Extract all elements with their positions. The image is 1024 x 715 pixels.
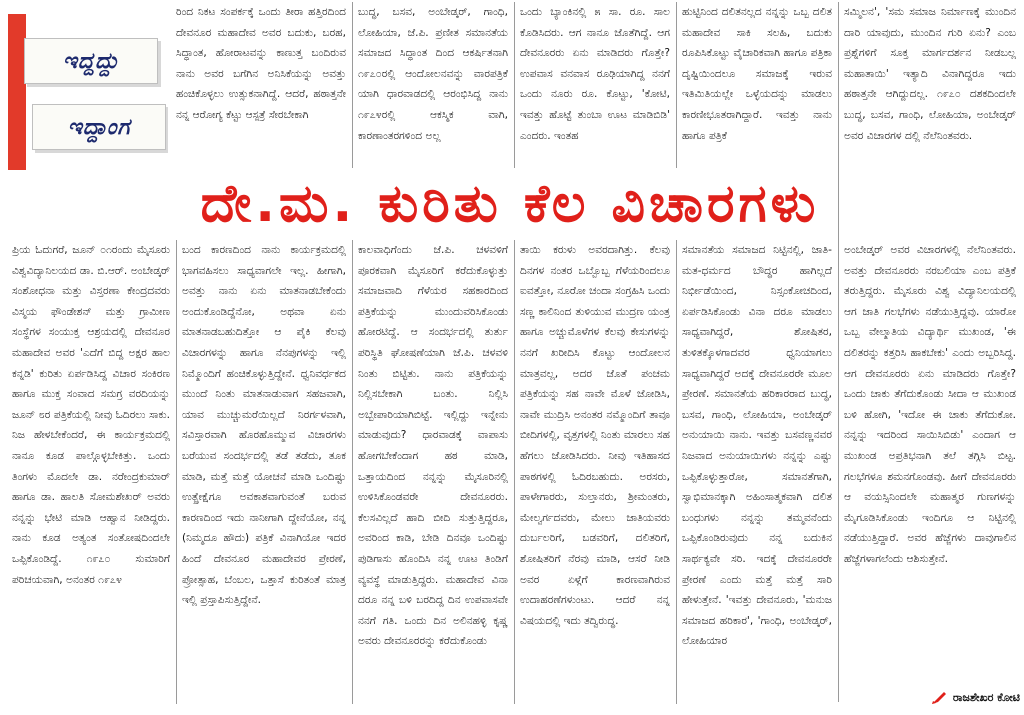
author-name: ರಾಜಶೇಖರ ಕೋಟಿ <box>952 691 1020 704</box>
bottom-column-4-text: ತಾಯಿ ಕರುಳು ಅವರದಾಗಿತ್ತು. ಕೆಲವು ದಿನಗಳ ನಂತರ ಒಬ್ಬೊಬ್ಬ ಗೆಳೆಯರಿಂದಲೂ ಐವತ್ತೋ, ನೂರೋ ಚಂದಾ ಸಂಗ್ರಹಿಸಿ ಒಂದು ಸಣ್ಣ ಕಾಲಿನಿಂದ ತುಳಿಯುವ ಮುದ್ರಣ ಯಂತ್ರ ಹಾಗೂ ಅಚ್ಚುಮೊಳೆಗಳ ಕೆಲವು ಕೇಸುಗಳನ್ನು ನನಗೆ ಖರೀದಿಸಿ ಕೊಟ್ಟು ಆಂದೋಲನ ಮಾತ್ರವಲ್ಲ, ಅದರ ಜೊತೆ ಪಂಚಮ ಪತ್ರಿಕೆಯನ್ನು ಸಹ ನಾವೇ ಮೊಳೆ ಜೋಡಿಸಿ, ನಾವೇ ಮುದ್ರಿಸಿ ಅನಂತರ ನಮ್ಮೊಂದಿಗೆ ತಾವೂ ಬೀದಿಗಳಲ್ಲಿ, ವೃತ್ತಗಳಲ್ಲಿ ನಿಂತು ಮಾರಲು ಸಹ ಹೆಗಲು ಜೋಡಿಸಿದರು. ನೀವು ಇತಿಹಾಸದ ಪಾಠಗಳಲ್ಲಿ ಓದಿರಬಹುದು. ಅರಸರು, ಪಾಳೇಗಾರರು, ಸುಲ್ತಾನರು, ಶ್ರೀಮಂತರು, ಮೇಲ್ವರ್ಗದವರು, ಮೇಲು ಜಾತಿಯವರು ದುರ್ಬಲರಿಗೆ, ಬಡವರಿಗೆ, ದಲಿತರಿಗೆ, ಶೋಷಿತರಿಗೆ ನೆರವು ಮಾಡಿ, ಆಸರೆ ನೀಡಿ ಅವರ ಏಳ್ಗೆಗೆ ಕಾರಣವಾಗಿರುವ ಉದಾಹರಣೆಗಳುಂಟು. ಆದರೆ ನನ್ನ ವಿಷಯದಲ್ಲಿ ಇದು ತದ್ವಿರುದ್ಧ. <box>520 244 670 627</box>
logo-card-bottom <box>32 104 166 150</box>
byline <box>880 689 1020 707</box>
top-column-4 <box>682 2 832 170</box>
bottom-column-6-text: ಅಂಬೇಡ್ಕರ್ ಅವರ ವಿಚಾರಗಳಲ್ಲಿ ನೆಲೆನಿಂತವರು. ಅವತ್ತು ದೇವನೂರರು ನರಬಲಿಯಾ ಎಂಬ ಪತ್ರಿಕೆ ತರುತ್ತಿದ್ದರು. ಮೈಸೂರು ವಿಶ್ವ ವಿದ್ಯಾನಿಲಯದಲ್ಲಿ ಆಗ ಜಾತಿ ಗಲಭೆಗಳು ನಡೆಯುತ್ತಿದ್ದವು. ಯಾರೋ ಒಬ್ಬ ವೇಲ್ಮಾತಿಯ ವಿದ್ಯಾರ್ಥಿ ಮುಖಂಡ, 'ಈ ದಲಿತರನ್ನು ಕತ್ತರಿಸಿ ಹಾಕಬೇಕು' ಎಂದು ಅಬ್ಬರಿಸಿದ್ದ. ಆಗ ದೇವನೂರರು ಏನು ಮಾಡಿದರು ಗೊತ್ತೇ? ಒಂದು ಚಾಕು ತೆಗೆದುಕೊಂಡು ಸೀದಾ ಆ ಮುಖಂಡ ಬಳಿ ಹೋಗಿ, 'ಇದೋ ಈ ಚಾಕು ತೆಗೆದುಕೋ. ನನ್ನನ್ನು ಇದರಿಂದ ಸಾಯಿಸಿಬಿಡು' ಎಂದಾಗ ಆ ಮುಖಂಡ ಅಪ್ರತಿಭನಾಗಿ ತಲೆ ತಗ್ಗಿಸಿ ಬಿಟ್ಟ. ಗಲಭೆಗಳೂ ಶಮನಗೊಂಡವು. ಹೀಗೆ ದೇವನೂರರು ಆ ವಯಸ್ಸಿನಿಂದಲೇ ಮಹಾತ್ಮರ ಗುಣಗಳನ್ನು ಮೈಗೂಡಿಸಿಕೊಂಡು ಇಂದಿಗೂ ಆ ನಿಟ್ಟಿನಲ್ಲಿ ನಡೆಯುತ್ತಿದ್ದಾರೆ. ಅವರ ಹೆಜ್ಜೆಗಳು ದಾವುಗಾಲಿನ ಹೆಜ್ಜೆಗಳಾಗಲೆಂದು ಆಶಿಸುತ್ತೇನೆ. <box>844 244 1016 565</box>
top-column-2-text: ಬುದ್ಧ, ಬಸವ, ಅಂಬೇಡ್ಕರ್, ಗಾಂಧಿ, ಲೋಹಿಯಾ, ಜೆ.ಪಿ. ಪ್ರಣೀತ ಸಮಾನತೆಯ ಸಮಾಜದ ಸಿದ್ಧಾಂತ ದಿಂದ ಆಕರ್ಷಿತನಾಗಿ ೧೯೭೦ರಲ್ಲಿ ಆಂದೋಲನವನ್ನು ವಾರಪತ್ರಿಕೆ ಯಾಗಿ ಧಾರವಾಡದಲ್ಲಿ ಆರಂಭಿಸಿದ್ದ ನಾನು ೧೯೭೪ರಲ್ಲಿ ಆಕಸ್ಮಿಕ ವಾಗಿ, ಕಾರಣಾಂತರಗಳಿಂದ ಅಲ್ಲ <box>358 6 508 142</box>
bottom-column-3-text: ಕಾಲವಾಧಿಗೆಂದು ಜೆ.ಪಿ. ಚಳವಳಿಗೆ ಪೂರಕವಾಗಿ ಮೈಸೂರಿಗೆ ಕರೆದುಕೊಳ್ಳುತ್ತು ಸಮಾಜವಾದಿ ಗೆಳೆಯರ ಸಹಕಾರದಿಂದ ಪತ್ರಿಕೆಯನ್ನು ಮುಂದುವರಿಸಿಕೊಂಡು ಹೋರಟಿದ್ದೆ. ಆ ಸಂದರ್ಭದಲ್ಲಿ ತುರ್ತು ಪರಿಸ್ಥಿತಿ ಘೋಷಣೆಯಾಗಿ ಜೆ.ಪಿ. ಚಳವಳಿ ನಿಂತು ಬಿಟ್ಟಿತು. ನಾನು ಪತ್ರಿಕೆಯನ್ನು ನಿಲ್ಲಿಸಬೇಕಾಗಿ ಬಂತು. ನಿಲ್ಲಿಸಿ ಅಬ್ಬೇಪಾರಿಯಾಗಿಬಿಟ್ಟೆ. ಇಲ್ಲಿದ್ದು ಇನ್ನೇನು ಮಾಡುವುದು? ಧಾರವಾಡಕ್ಕೆ ವಾಪಾಸು ಹೋಗಬೇಕೆಂದಾಗ ಹಠ ಮಾಡಿ, ಒತ್ತಾಯದಿಂದ ನನ್ನನ್ನು ಮೈಸೂರಿನಲ್ಲಿ ಉಳಿಸಿಕೊಂಡವರೇ ದೇವನೂರರು. ಕೆಲಸವಿಲ್ಲದೆ ಹಾದಿ ಬೀದಿ ಸುತ್ತುತ್ತಿದ್ದರೂ, ಅವರಿಂದ ಕಾಡಿ, ಬೇಡಿ ದಿನವೂ ಒಂದಿಷ್ಟು ಪುಡಿಗಾಸು ಹೊಂದಿಸಿ ನನ್ನ ಊಟ ತಿಂಡಿಗೆ ವ್ಯವಸ್ಥೆ ಮಾಡುತ್ತಿದ್ದರು. ಮಹಾದೇವ ವಿನಾ ದರೂ ನನ್ನ ಬಳಿ ಬರದಿದ್ದ ದಿನ ಉಪವಾಸವೇ ನನಗೆ ಗತಿ. ಒಂದು ದಿನ ಅಲಿನಹಳ್ಳಿ ಕೃಷ್ಣ ಅವರು ದೇವನೂರರನ್ನು ಕರೆದುಕೊಂಡು <box>358 244 508 648</box>
column-divider <box>352 2 353 168</box>
bottom-column-2-text: ಬಂದ ಕಾರಣದಿಂದ ನಾನು ಕಾರ್ಯಕ್ರಮದಲ್ಲಿ ಭಾಗವಹಿಸಲು ಸಾಧ್ಯವಾಗಲೇ ಇಲ್ಲ. ಹೀಗಾಗಿ, ಅವತ್ತು ನಾನು ಏನು ಮಾತನಾಡಬೇಕೆಂದು ಅಂದುಕೊಂಡಿದ್ದೆನೋ, ಅಥವಾ ಏನು ಮಾತನಾಡಬಹುದಿತ್ತೋ ಆ ಪೈಕಿ ಕೆಲವು ವಿಚಾರಗಳನ್ನು ಹಾಗೂ ನೆನಪುಗಳನ್ನು ಇಲ್ಲಿ ನಿಮ್ಮೊಂದಿಗೆ ಹಂಚಿಕೊಳ್ಳುತ್ತಿದ್ದೇನೆ. ಧ್ವನಿವರ್ಧಕದ ಮುಂದೆ ನಿಂತು ಮಾತನಾಡುವಾಗ ಸಹಜವಾಗಿ, ಯಾವ ಮುಚ್ಚುಮರೆಯಿಲ್ಲದೆ ನಿರರ್ಗಳವಾಗಿ, ಸವಿಸ್ತಾರವಾಗಿ ಹೊರಹೊಮ್ಮುವ ವಿಚಾರಗಳು ಬರೆಯುವ ಸಂದರ್ಭದಲ್ಲಿ ತಡೆ ತಡೆದು, ತೂಕ ಮಾಡಿ, ಮತ್ತೆ ಮತ್ತೆ ಯೋಚನೆ ಮಾಡಿ ಒಂದಿಷ್ಟು ಉತ್ಪ್ರೇಕ್ಷೆಗೂ ಅವಕಾಶವಾಗುವಂತೆ ಬರುವ ಕಾರಣದಿಂದ ಇದು ನಾನೀಗಾಗಿ ದ್ದೇನೆಯೋ, ನನ್ನ (ನಿಮ್ಮದೂ ಹೌದು) ಪತ್ರಿಕೆ ವಿನಾಗಿಯೋ ಇದರ ಹಿಂದೆ ದೇವನೂರ ಮಹಾದೇವರ ಪ್ರೇರಣೆ, ಪ್ರೋತ್ಸಾಹ, ಬೆಂಬಲ, ಒತ್ತಾಸೆ ಕುರಿತಂತೆ ಮಾತ್ರ ಇಲ್ಲಿ ಪ್ರಸ್ತಾಪಿಸುತ್ತಿದ್ದೇನೆ. <box>182 244 346 607</box>
column-divider <box>514 240 515 704</box>
logo-line-1: ಇದ್ದದ್ದು <box>62 48 120 74</box>
bottom-column-5-text: ಸಮಾನತೆಯ ಸಮಾಜದ ನಿಟ್ಟಿನಲ್ಲಿ, ಜಾತಿ-ಮತ-ಧರ್ಮದ ಬೌದ್ಧರ ಹಾಗಿಲ್ಲದೆ ನಿರ್ಭೀಡೆಯಿಂದ, ನಿಸ್ಸಂಕೋಚದಿಂದ, ಏರ್ಪಡಿಸಿಕೊಂಡು ವಿನಾ ದರೂ ಮಾಡಲು ಸಾಧ್ಯವಾಗಿದ್ದರೆ, ಶೋಷಿತರ, ತುಳಿತಕ್ಕೊಳಗಾದವರ ಧ್ವನಿಯಾಗಲು ಸಾಧ್ಯವಾಗಿದ್ದರೆ ಅದಕ್ಕೆ ದೇವನೂರರೇ ಮೂಲ ಪ್ರೇರಣೆ. ಸಮಾನತೆಯ ಹರಿಕಾರರಾದ ಬುದ್ಧ, ಬಸವ, ಗಾಂಧಿ, ಲೋಹಿಯಾ, ಅಂಬೇಡ್ಕರ್ ಅನುಯಾಯಿ ನಾನು. ಇವತ್ತು ಬಸವಣ್ಣನವರ ನಿಜವಾದ ಅನುಯಾಯಿಗಳು ನನ್ನನ್ನು ಎಷ್ಟು ಒಪ್ಪಿಕೊಳ್ಳುತ್ತಾರೋ, ಸಮಾನತೆಗಾಗಿ, ಸ್ವಾಭಿಮಾನಕ್ಕಾಗಿ ಅಹಿಂಸಾತ್ಮಕವಾಗಿ ದಲಿತ ಬಂಧುಗಳು ನನ್ನನ್ನು ತಮ್ಮವನೆಂದು ಒಪ್ಪಿಕೊಂಡಿರುವುದು ನನ್ನ ಬದುಕಿನ ಸಾರ್ಥಕ್ಯವೇ ಸರಿ. ಇದಕ್ಕೆ ದೇವನೂರರೇ ಪ್ರೇರಣೆ ಎಂದು ಮತ್ತೆ ಮತ್ತೆ ಸಾರಿ ಹೇಳುತ್ತೇನೆ. 'ಇವತ್ತು ದೇವನೂರು, 'ಮನುಜ ಸಮಾಜದ ಹರಿಕಾರ', 'ಗಾಂಧಿ, ಅಂಬೇಡ್ಕರ್, ಲೋಹಿಯಾರ <box>682 244 832 648</box>
column-divider <box>514 2 515 168</box>
bottom-column-6 <box>844 240 1016 686</box>
logo-line-2: ಇದ್ದಾಂಗ <box>67 114 131 140</box>
column-divider <box>676 2 677 168</box>
bottom-column-2 <box>182 240 346 706</box>
top-column-5 <box>844 2 1016 170</box>
bottom-column-3 <box>358 240 508 706</box>
top-column-1 <box>176 2 346 170</box>
column-logo <box>8 14 168 170</box>
column-divider <box>352 240 353 704</box>
top-column-2 <box>358 2 508 170</box>
column-divider <box>676 240 677 704</box>
top-column-5-text: ಸಮ್ಮಿಲನ', 'ಸಮ ಸಮಾಜ ನಿರ್ಮಾಣಕ್ಕೆ ಮುಂದಿನ ದಾರಿ ಯಾವುದು, ಮುಂದಿನ ಗುರಿ ಏನು? ಎಂಬ ಪ್ರಶ್ನೆಗಳಿಗೆ ಸೂಕ್ತ ಮಾರ್ಗದರ್ಶನ ನೀಡಬಲ್ಲ ಮಹಾತಾಯಿ' ಇತ್ಯಾದಿ ವಿನಾಗಿದ್ದರೂ ಇದು ಹಠಾತ್ತನೇ ಆಗಿದ್ದುದಲ್ಲ. ೧೯೭೦ ದಶಕದಿಂದಲೇ ಬುದ್ಧ, ಬಸವ, ಗಾಂಧಿ, ಲೋಹಿಯಾ, ಅಂಬೇಡ್ಕರ್ ಅವರ ವಿಚಾರಗಳ ದಲ್ಲಿ ನೆಲೆನಿಂತವರು. <box>844 6 1016 142</box>
top-column-3 <box>520 2 670 170</box>
bottom-column-5 <box>682 240 832 706</box>
headline: ದೇ.ಮ. ಕುರಿತು ಕೆಲ ವಿಚಾರಗಳು <box>200 174 820 234</box>
logo-card-top <box>24 38 158 84</box>
bottom-column-4 <box>520 240 670 706</box>
top-column-3-text: ಒಂದು ಬ್ಯಾಂಕಿನಲ್ಲಿ ೫ ಸಾ. ರೂ. ಸಾಲ ಕೊಡಿಸಿದರು. ಆಗ ನಾನೂ ಜೊತೆಗಿದ್ದೆ. ಆಗ ದೇವನೂರರು ಏನು ಮಾಡಿದರು ಗೊತ್ತೇ? ಉಪವಾಸ ವನವಾಸ ರೂಢಿಯಾಗಿದ್ದ ನನಗೆ ಒಂದು ನೂರು ರೂ. ಕೊಟ್ಟು, 'ಕೋಟಿ, ಇವತ್ತು ಹೊಟ್ಟೆ ತುಂಬಾ ಊಟ ಮಾಡಿಬಿಡಿ' ಎಂದರು. ಇಂತಹ <box>520 6 670 142</box>
bottom-column-1-text: ಪ್ರಿಯ ಓದುಗರೆ, ಜೂನ್ ೦೧ರಂದು ಮೈಸೂರು ವಿಶ್ವವಿದ್ಯಾನಿಲಯದ ಡಾ. ಬಿ.ಆರ್. ಅಂಬೇಡ್ಕರ್ ಸಂಶೋಧನಾ ಮತ್ತು ವಿಸ್ತರಣಾ ಕೇಂದ್ರದವರು ವಿಸ್ಮಯ ಫೌಂಡೇಶನ್ ಮತ್ತು ಗ್ರಾಮೀಣ ಸಂಸ್ಥೆಗಳ ಸಂಯುಕ್ತ ಆಶ್ರಯದಲ್ಲಿ ದೇವನೂರ ಮಹಾದೇವ ಅವರ 'ಎದೆಗೆ ಬಿದ್ದ ಅಕ್ಷರ ಹಾಲ ಕನ್ನಡಿ' ಕುರಿತು ಏರ್ಪಡಿಸಿದ್ದ ವಿಚಾರ ಸಂಕಿರಣ ಹಾಗೂ ಮುಕ್ತ ಸಂವಾದ ಸಮಗ್ರ ವರದಿಯನ್ನು ಜೂನ್ ೮ರ ಪತ್ರಿಕೆಯಲ್ಲಿ ನೀವು ಓದಿರಲು ಸಾಕು. ನಿಜ ಹೇಳಬೇಕೆಂದರೆ, ಈ ಕಾರ್ಯಕ್ರಮದಲ್ಲಿ ನಾನೂ ಕೂಡ ಪಾಲ್ಗೊಳ್ಳಬೇಕಿತ್ತು. ಒಂದು ತಿಂಗಳು ಮೊದಲೇ ಡಾ. ನರೇಂದ್ರಕುಮಾರ್ ಹಾಗೂ ಡಾ. ಹಾಲತಿ ಸೋಮಶೇಖರ್ ಅವರು ನನ್ನನ್ನು ಭೇಟಿ ಮಾಡಿ ಆಹ್ವಾನ ನೀಡಿದ್ದರು. ನಾನು ಕೂಡ ಅತ್ಯಂತ ಸಂತೋಷದಿಂದಲೇ ಒಪ್ಪಿಕೊಂಡಿದ್ದೆ. ೧೯೭೦ ಸುಮಾರಿಗೆ ಪರಿಚಯವಾಗಿ, ಅನಂತರ ೧೯೭೪ <box>12 244 170 586</box>
column-divider <box>176 240 177 704</box>
top-column-4-text: ಹುಟ್ಟಿನಿಂದ ದಲಿತನಲ್ಲದ ನನ್ನನ್ನು ಒಬ್ಬ ದಲಿತ ಮಹಾದೇವ ಸಾಕಿ ಸಲಹಿ, ಬದುಕು ರೂಪಿಸಿಕೊಟ್ಟು ವೈಚಾರಿಕವಾಗಿ ಹಾಗೂ ಪತ್ರಿಕಾ ದೃಷ್ಟಿಯಿಂದಲೂ ಸಮಾಜಕ್ಕೆ ಇರುವ ಇತಿಮಿತಿಯಲ್ಲೇ ಒಳ್ಳೆಯದನ್ನು ಮಾಡಲು ಕಾರಣೀಭೂತರಾಗಿದ್ದಾರೆ. ಇವತ್ತು ನಾನು ಹಾಗೂ ಪತ್ರಿಕೆ <box>682 6 832 142</box>
column-divider <box>838 2 839 702</box>
top-column-1-text: ರಿಂದ ನಿಕಟ ಸಂಪರ್ಕಕ್ಕೆ ಒಂದು ತೀರಾ ಹತ್ತಿರದಿಂದ ದೇವನೂರ ಮಹಾದೇವ ಅವರ ಬದುಕು, ಬರಹ, ಸಿದ್ಧಾಂತ, ಹೋರಾಟವನ್ನು ಕಾಣುತ್ತ ಬಂದಿರುವ ನಾನು ಅವರ ಬಗೆಗಿನ ಅನಿಸಿಕೆಯನ್ನು ಅವತ್ತು ಹಂಚಿಕೊಳ್ಳಲು ಉತ್ಸುಕನಾಗಿದ್ದೆ. ಆದರೆ, ಹಠಾತ್ತನೇ ನನ್ನ ಆರೋಗ್ಯ ಕೆಟ್ಟು ಆಸ್ಪತ್ರೆ ಸೇರಬೇಕಾಗಿ <box>176 6 346 121</box>
bottom-column-1 <box>12 240 170 706</box>
pen-icon <box>931 691 947 705</box>
